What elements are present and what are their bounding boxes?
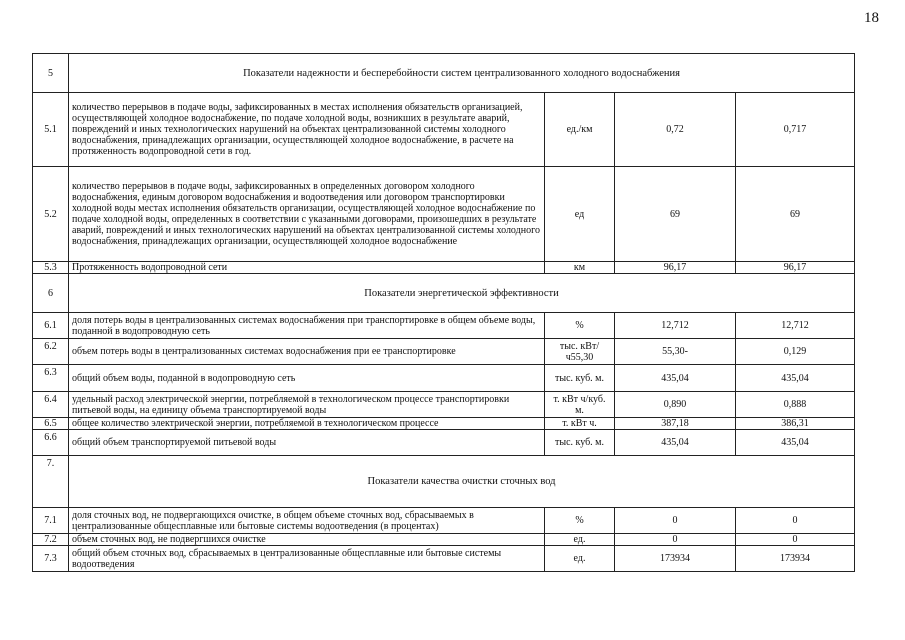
table-row xyxy=(33,93,855,167)
row-value-1: 435,04 xyxy=(615,430,736,456)
page-number: 18 xyxy=(864,10,879,26)
row-description: объем сточных вод, не подвергшихся очистке xyxy=(69,534,545,546)
table-row xyxy=(33,262,855,274)
row-number: 5.2 xyxy=(33,167,69,262)
row-value-2: 0 xyxy=(736,508,855,534)
row-description: общий объем сточных вод, сбрасываемых в централизованные общесплавные или бытовые системы водоотведения xyxy=(69,546,545,572)
table-row xyxy=(33,392,855,418)
row-number: 6.6 xyxy=(33,430,69,456)
row-number: 6.1 xyxy=(33,313,69,339)
table-row xyxy=(33,167,855,262)
row-description: объем потерь воды в централизованных системах водоснабжения при ее транспортировке xyxy=(69,339,545,365)
row-value-1: 173934 xyxy=(615,546,736,572)
row-description: удельный расход электрической энергии, потребляемой в технологическом процессе транспортировки питьевой воды, на единицу объема транспортируемой воды xyxy=(69,392,545,418)
row-number: 7.2 xyxy=(33,534,69,546)
row-number: 5.3 xyxy=(33,262,69,274)
row-unit: ед. xyxy=(545,534,615,546)
row-value-1: 0,72 xyxy=(615,93,736,167)
row-value-1: 387,18 xyxy=(615,418,736,430)
row-number: 7.1 xyxy=(33,508,69,534)
row-number: 6.5 xyxy=(33,418,69,430)
row-value-1: 69 xyxy=(615,167,736,262)
table-row xyxy=(33,546,855,572)
row-number: 5 xyxy=(33,54,69,93)
row-description: доля сточных вод, не подвергающихся очистке, в общем объеме сточных вод, сбрасываемых в централизованные общесплавные или бытовые системы водоотведения (в процентах) xyxy=(69,508,545,534)
row-unit: тыс. куб. м. xyxy=(545,430,615,456)
row-number: 6 xyxy=(33,274,69,313)
row-value-2: 0,129 xyxy=(736,339,855,365)
row-value-1: 0 xyxy=(615,534,736,546)
row-number: 7.3 xyxy=(33,546,69,572)
row-unit: ед xyxy=(545,167,615,262)
row-description: доля потерь воды в централизованных системах водоснабжения при транспортировке в общем объеме воды, поданной в водопроводную сеть xyxy=(69,313,545,339)
indicators-table xyxy=(32,53,855,572)
row-value-1: 0 xyxy=(615,508,736,534)
row-value-2: 12,712 xyxy=(736,313,855,339)
section-row xyxy=(33,456,855,508)
row-number: 6.4 xyxy=(33,392,69,418)
row-unit: тыс. куб. м. xyxy=(545,365,615,392)
row-number: 5.1 xyxy=(33,93,69,167)
table-row xyxy=(33,418,855,430)
table-row xyxy=(33,508,855,534)
row-number: 6.3 xyxy=(33,365,69,392)
row-value-1: 55,30- xyxy=(615,339,736,365)
table-row xyxy=(33,313,855,339)
row-value-2: 0,717 xyxy=(736,93,855,167)
row-value-2: 435,04 xyxy=(736,365,855,392)
table-row xyxy=(33,534,855,546)
table-row xyxy=(33,339,855,365)
section-row xyxy=(33,274,855,313)
row-value-1: 96,17 xyxy=(615,262,736,274)
section-row xyxy=(33,54,855,93)
row-unit: ед. xyxy=(545,546,615,572)
row-number: 7. xyxy=(33,456,69,508)
section-title: Показатели надежности и бесперебойности систем централизованного холодного водоснабжения xyxy=(69,54,855,93)
table-row xyxy=(33,365,855,392)
row-description: общий объем воды, поданной в водопроводную сеть xyxy=(69,365,545,392)
row-value-1: 435,04 xyxy=(615,365,736,392)
row-value-1: 12,712 xyxy=(615,313,736,339)
row-number: 6.2 xyxy=(33,339,69,365)
row-value-1: 0,890 xyxy=(615,392,736,418)
row-value-2: 0,888 xyxy=(736,392,855,418)
row-unit: т. кВт ч. xyxy=(545,418,615,430)
section-title: Показатели энергетической эффективности xyxy=(69,274,855,313)
row-description: общий объем транспортируемой питьевой воды xyxy=(69,430,545,456)
table-row xyxy=(33,430,855,456)
row-unit: км xyxy=(545,262,615,274)
row-unit: % xyxy=(545,313,615,339)
row-value-2: 0 xyxy=(736,534,855,546)
row-value-2: 173934 xyxy=(736,546,855,572)
row-description: количество перерывов в подаче воды, зафиксированных в определенных договором холодного водоснабжения, единым договором водоснабжения и водоотведения или договором транспортировки холодной воды местах исполнения обязательств организации, осуществляющей холодное водоснабжение по подаче холодной воды, определенных в соответствии с указанными договорами, произошедших в результате аварий, повреждений и иных технологических нарушений на объектах централизованной системы холодного водоснабжения, принадлежащих организации, осуществляющей холодное водоснабжение xyxy=(69,167,545,262)
row-unit: ед./км xyxy=(545,93,615,167)
row-unit: % xyxy=(545,508,615,534)
row-description: количество перерывов в подаче воды, зафиксированных в местах исполнения обязательств организацией, осуществляющей холодное водоснабжение, по подаче холодной воды, возникших в результате аварий, повреждений и иных технологических нарушений на объектах централизованной системы холодного водоснабжения, принадлежащих организации, осуществляющей холодное водоснабжение, в расчете на протяженность водопроводной сети в год. xyxy=(69,93,545,167)
row-value-2: 69 xyxy=(736,167,855,262)
row-description: Протяженность водопроводной сети xyxy=(69,262,545,274)
row-description: общее количество электрической энергии, потребляемой в технологическом процессе xyxy=(69,418,545,430)
row-value-2: 435,04 xyxy=(736,430,855,456)
row-value-2: 386,31 xyxy=(736,418,855,430)
row-unit: т. кВт ч/куб. м. xyxy=(545,392,615,418)
row-value-2: 96,17 xyxy=(736,262,855,274)
section-title: Показатели качества очистки сточных вод xyxy=(69,456,855,508)
row-unit: тыс. кВт/ч55,30 xyxy=(545,339,615,365)
